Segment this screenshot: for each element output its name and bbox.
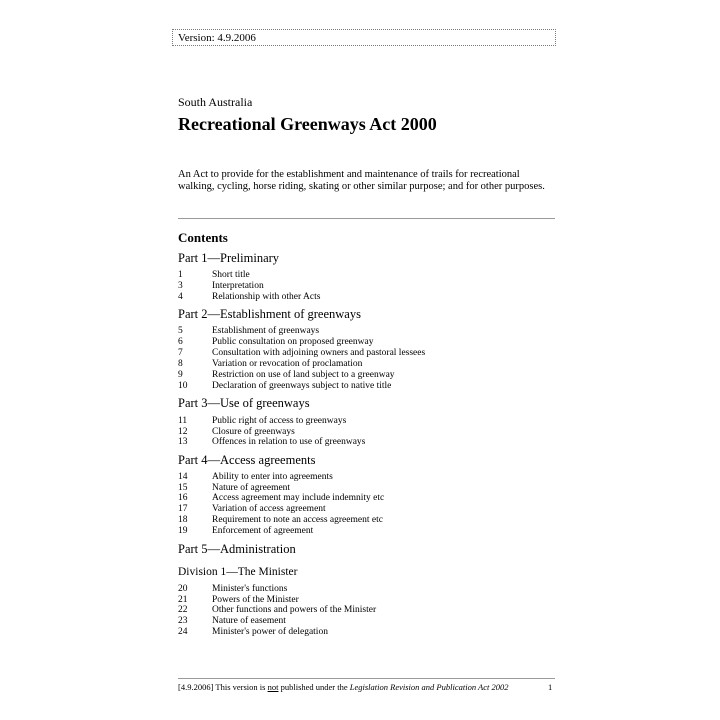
- toc-entry[interactable]: [178, 416, 346, 427]
- toc-entry-label: Public consultation on proposed greenway: [212, 337, 374, 347]
- toc-division-1[interactable]: Division 1—The Minister: [178, 566, 298, 578]
- title-divider: [178, 218, 555, 219]
- toc-entry-number: 3: [178, 281, 183, 291]
- toc-part-5[interactable]: Part 5—Administration: [178, 542, 296, 556]
- toc-entry-number: 16: [178, 493, 188, 503]
- contents-heading: Contents: [178, 230, 228, 245]
- footer-text-b: published under the: [280, 682, 348, 692]
- toc-entry[interactable]: [178, 437, 365, 448]
- toc-entry-number: 17: [178, 504, 188, 514]
- toc-entry[interactable]: [178, 605, 376, 616]
- toc-entry[interactable]: [178, 493, 384, 504]
- toc-entry-number: 24: [178, 627, 188, 637]
- toc-entry-number: 21: [178, 595, 188, 605]
- toc-entry-label: Nature of easement: [212, 616, 286, 626]
- toc-entry[interactable]: [178, 504, 326, 515]
- toc-entry-number: 19: [178, 526, 188, 536]
- toc-entry-number: 8: [178, 359, 183, 369]
- jurisdiction: South Australia: [178, 95, 253, 109]
- toc-entry-number: 10: [178, 381, 188, 391]
- footer-not: not: [267, 682, 279, 692]
- toc-entry[interactable]: [178, 472, 333, 483]
- toc-entry-label: Consultation with adjoining owners and pastoral lessees: [212, 348, 426, 358]
- toc-entry-number: 11: [178, 416, 188, 426]
- toc-entry-label: Declaration of greenways subject to native title: [212, 381, 392, 391]
- long-title: An Act to provide for the establishment and maintenance of trails for recreational walking, cycling, horse riding, skating or other similar purpose; and for other purposes.: [178, 169, 545, 192]
- toc-entry-number: 6: [178, 337, 183, 347]
- toc-entry-label: Powers of the Minister: [212, 595, 299, 605]
- toc-entry-number: 22: [178, 605, 188, 615]
- toc-entry[interactable]: [178, 370, 395, 381]
- toc-entry-label: Other functions and powers of the Minister: [212, 605, 377, 615]
- footer-text-a: This version is: [215, 682, 266, 692]
- toc-entry-label: Nature of agreement: [212, 483, 291, 493]
- toc-entry[interactable]: [178, 526, 313, 537]
- toc-part-4[interactable]: Part 4—Access agreements: [178, 453, 316, 467]
- toc-entry-label: Restriction on use of land subject to a greenway: [212, 370, 395, 380]
- toc-entry-number: 4: [178, 292, 183, 302]
- footer-act-name: Legislation Revision and Publication Act 2002: [349, 682, 509, 692]
- footer-note: [178, 682, 509, 692]
- toc-entry-label: Public right of access to greenways: [212, 416, 347, 426]
- toc-entry-number: 13: [178, 437, 188, 447]
- toc-entry-label: Variation or revocation of proclamation: [212, 359, 363, 369]
- toc-entry[interactable]: [178, 359, 362, 370]
- toc-entry-label: Ability to enter into agreements: [212, 472, 333, 482]
- toc-entry-label: Short title: [212, 270, 250, 280]
- act-title: Recreational Greenways Act 2000: [178, 114, 437, 134]
- toc-entry-number: 14: [178, 472, 188, 482]
- toc-entry-label: Requirement to note an access agreement etc: [212, 515, 383, 525]
- toc-entry[interactable]: [178, 292, 320, 303]
- toc-entry-label: Minister's functions: [212, 584, 288, 594]
- toc-entry[interactable]: [178, 337, 373, 348]
- toc-entry-number: 20: [178, 584, 188, 594]
- toc-entry-number: 7: [178, 348, 183, 358]
- toc-entry-number: 5: [178, 326, 183, 336]
- toc-part-1[interactable]: Part 1—Preliminary: [178, 251, 280, 265]
- page-number: 1: [548, 682, 553, 692]
- toc-entry[interactable]: [178, 348, 425, 359]
- toc-part-3[interactable]: Part 3—Use of greenways: [178, 396, 310, 410]
- toc-entry-number: 15: [178, 483, 188, 493]
- toc-entry-label: Closure of greenways: [212, 427, 295, 437]
- toc-entry-label: Interpretation: [212, 281, 264, 291]
- toc-entry[interactable]: [178, 326, 319, 337]
- toc-entry[interactable]: [178, 627, 328, 638]
- toc-entry-label: Enforcement of agreement: [212, 526, 314, 536]
- toc-entry[interactable]: [178, 270, 250, 281]
- toc-entry[interactable]: [178, 381, 391, 392]
- toc-entry[interactable]: [178, 584, 287, 595]
- toc-entry-number: 1: [178, 270, 183, 280]
- toc-entry[interactable]: [178, 281, 264, 292]
- toc-entry-label: Offences in relation to use of greenways: [212, 437, 366, 447]
- toc-entry-label: Establishment of greenways: [212, 326, 320, 336]
- toc-entry-number: 18: [178, 515, 188, 525]
- toc-entry-number: 12: [178, 427, 188, 437]
- toc-entry-label: Relationship with other Acts: [212, 292, 321, 302]
- footer-divider: [178, 678, 555, 679]
- toc-entry[interactable]: [178, 515, 383, 526]
- version-label: Version: 4.9.2006: [172, 29, 556, 46]
- toc-entry-label: Minister's power of delegation: [212, 627, 328, 637]
- toc-entry[interactable]: [178, 616, 286, 627]
- toc-entry-number: 9: [178, 370, 183, 380]
- toc-part-2[interactable]: Part 2—Establishment of greenways: [178, 307, 361, 321]
- toc-entry-label: Access agreement may include indemnity etc: [212, 493, 385, 503]
- footer-date: [4.9.2006]: [178, 682, 214, 692]
- toc-entry-number: 23: [178, 616, 188, 626]
- toc-entry-label: Variation of access agreement: [212, 504, 326, 514]
